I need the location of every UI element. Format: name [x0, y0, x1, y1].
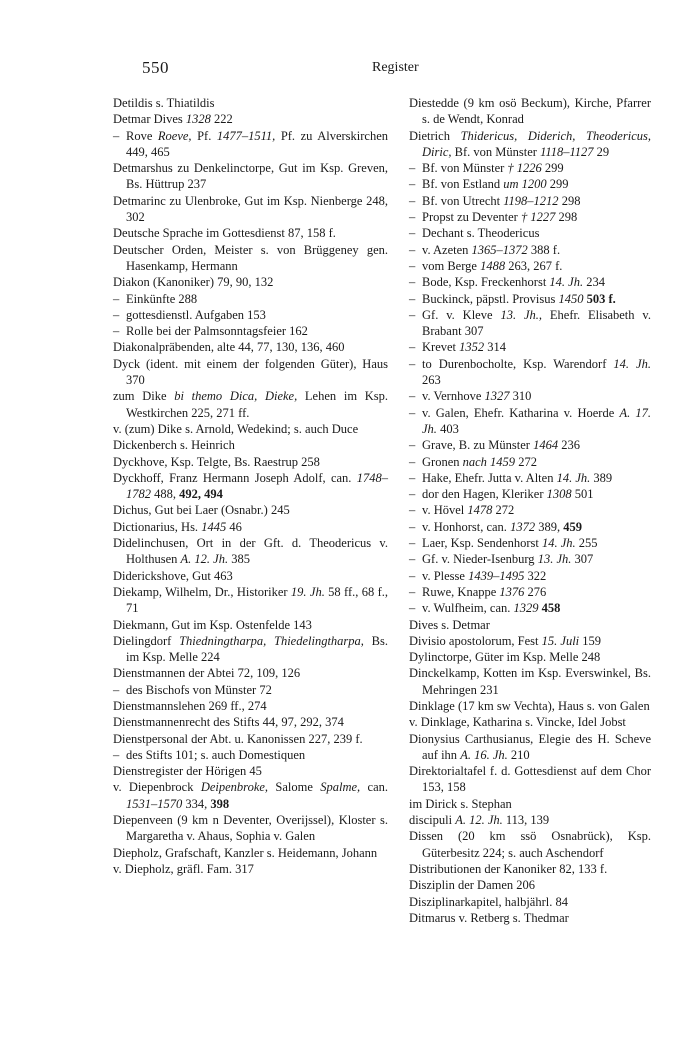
index-entry [113, 95, 388, 111]
index-entry [409, 339, 651, 355]
index-entry [113, 437, 388, 453]
subentry-dash: – [409, 161, 416, 176]
italic-text: 1488 [480, 258, 506, 273]
entry-text: Laer, Ksp. Sendenhorst [422, 536, 542, 551]
index-entry [409, 356, 651, 389]
entry-text: Einkünfte 288 [126, 291, 198, 306]
subentry-dash: – [113, 128, 120, 143]
subentry-dash: – [409, 307, 416, 322]
index-entry [113, 454, 388, 470]
index-entry [113, 568, 388, 584]
italic-text: 1365–1372 [471, 242, 528, 257]
entry-text: 298 [555, 210, 578, 225]
entry-text: Detmarinc zu Ulenbroke, Gut im Ksp. Nienberge 248, 302 [113, 193, 388, 225]
index-entry [409, 291, 651, 307]
entry-text: Diakonalpräbenden, alte 44, 77, 130, 136, 460 [113, 340, 345, 355]
entry-text: Krevet [422, 340, 460, 355]
index-entry [409, 877, 651, 893]
entry-text: Bf. von Münster [422, 161, 508, 176]
index-entry [409, 405, 651, 438]
index-entry [409, 486, 651, 502]
bold-text: 459 [563, 519, 582, 534]
entry-text: Dickenberch s. Heinrich [113, 438, 235, 453]
entry-text: 389, [535, 519, 564, 534]
index-entry [113, 845, 388, 861]
entry-text: 29 [593, 144, 610, 159]
entry-text: Diepholz, Grafschaft, Kanzler s. Heidemann, Johann [113, 845, 378, 860]
entry-text: Bode, Ksp. Freckenhorst [422, 275, 550, 290]
entry-text: 307 [571, 552, 594, 567]
subentry-dash: – [409, 552, 416, 567]
index-entry [409, 502, 651, 518]
entry-text: 222 [210, 112, 233, 127]
italic-text: A. 12. Jh. [180, 552, 229, 567]
entry-text: Dienstmannslehen 269 ff., 274 [113, 698, 267, 713]
subentry-dash: – [409, 258, 416, 273]
entry-text: Dyckhoff, Franz Hermann Joseph Adolf, can. [113, 470, 357, 485]
index-entry [409, 568, 651, 584]
index-entry [113, 388, 388, 421]
subentry-dash: – [409, 568, 416, 583]
italic-text: 13. Jh., [500, 307, 543, 322]
index-entry [409, 633, 651, 649]
subentry-dash: – [113, 747, 120, 762]
entry-text: 488, [151, 487, 180, 502]
entry-text: 159 [579, 633, 602, 648]
entry-text: gottesdienstl. Aufgaben 153 [126, 307, 266, 322]
index-entry [409, 731, 651, 764]
entry-text: Dinckelkamp, Kotten im Ksp. Everswinkel, Bs. Mehringen 231 [409, 666, 651, 697]
subentry-dash: – [409, 291, 416, 306]
italic-text: † 1227 [520, 210, 556, 225]
entry-text: Diekamp, Wilhelm, Dr., Historiker [113, 584, 291, 599]
italic-text: 14. Jh. [541, 536, 576, 551]
subentry-dash: – [409, 487, 416, 502]
bold-text: 458 [541, 601, 561, 616]
italic-text: Thidericus, Diderich, Theodericus, Diric, [422, 128, 651, 159]
index-entry [409, 470, 651, 486]
italic-text: A. 17. Jh. [422, 405, 652, 436]
entry-text: v. Galen, Ehefr. Katharina v. Hoerde [422, 405, 620, 420]
entry-text: Dichus, Gut bei Laer (Osnabr.) 245 [113, 503, 290, 518]
italic-text: A. 16. Jh. [460, 747, 508, 762]
index-entry [113, 747, 388, 763]
entry-text: Buckinck, päpstl. Provisus [422, 291, 559, 306]
entry-text: zum Dike [113, 389, 175, 404]
entry-text: v. Dinklage, Katharina s. Vincke, Idel Jobst [409, 715, 626, 730]
index-entry [409, 894, 651, 910]
subentry-dash: – [409, 503, 416, 518]
italic-text: 14. Jh. [556, 470, 591, 485]
index-entry [113, 633, 388, 666]
italic-text: A. 12. Jh. [455, 813, 503, 828]
index-entry [113, 861, 388, 877]
index-entry [409, 535, 651, 551]
index-entry [409, 437, 651, 453]
index-column-right [409, 95, 651, 926]
subentry-dash: – [409, 226, 416, 241]
subentry-dash: – [409, 536, 416, 551]
index-entry [113, 128, 388, 161]
entry-text: Disziplinarkapitel, halbjährl. 84 [409, 894, 568, 909]
italic-text: 1531–1570 [126, 796, 183, 811]
index-entry [409, 225, 651, 241]
italic-text: 1477–1511, [216, 128, 276, 143]
entry-text: to Durenbocholte, Ksp. Warendorf [422, 356, 614, 371]
entry-text: Bf. von Utrecht [422, 193, 504, 208]
index-entry [113, 225, 388, 241]
italic-text: 1464 [533, 438, 559, 453]
running-title: Register [372, 60, 419, 75]
entry-text: Dylinctorpe, Güter im Ksp. Melle 248 [409, 650, 601, 665]
index-entry [113, 502, 388, 518]
entry-text: 210 [507, 747, 530, 762]
index-entry [113, 698, 388, 714]
index-entry [409, 812, 651, 828]
entry-text: 263 [422, 373, 441, 388]
index-entry [409, 209, 651, 225]
entry-text: Ehefr. Elisabeth v. Brabant 307 [422, 307, 651, 339]
index-entry [409, 388, 651, 404]
entry-text: Dienstpersonal der Abt. u. Kanonissen 227, 239 f. [113, 731, 363, 746]
entry-text: 255 [575, 536, 598, 551]
subentry-dash: – [409, 193, 416, 208]
bold-text: 398 [210, 796, 230, 811]
entry-text: Bf. von Münster [451, 144, 541, 159]
italic-text: 1352 [459, 340, 485, 355]
entry-text: Detildis s. Thiatildis [113, 96, 215, 110]
entry-text: Grave, B. zu Münster [422, 438, 534, 453]
entry-text: 388 f. [527, 242, 561, 257]
subentry-dash: – [409, 177, 416, 192]
index-entry [409, 763, 651, 796]
subentry-dash: – [409, 356, 416, 371]
entry-text: Deutscher Orden, Meister s. von Brüggeney gen. Hasenkamp, Hermann [113, 242, 388, 273]
entry-text: Dissen (20 km ssö Osnabrück), Ksp. Güterbesitz 224; s. auch Aschendorf [409, 829, 651, 860]
entry-text: Dielingdorf [113, 633, 180, 648]
italic-text: † 1226 [507, 161, 542, 176]
entry-text: Salome [268, 780, 321, 795]
entry-text: Dyckhove, Ksp. Telgte, Bs. Raestrup 258 [113, 454, 320, 469]
entry-text: 322 [524, 568, 547, 583]
entry-text: Diekmann, Gut im Ksp. Ostenfelde 143 [113, 617, 312, 632]
italic-text: 1478 [467, 503, 493, 518]
italic-text: 15. Juli [541, 633, 580, 648]
italic-text: bi themo Dica, Dieke, [174, 389, 298, 404]
entry-text: 299 [546, 177, 569, 192]
italic-text: 1748–1782 [126, 470, 388, 502]
entry-text: Pf. [191, 128, 217, 143]
index-entry [113, 763, 388, 779]
subentry-dash: – [409, 584, 416, 599]
italic-text: 1450 [558, 291, 584, 306]
index-entry [113, 470, 388, 503]
index-entry [409, 910, 651, 926]
index-entry [113, 421, 388, 437]
entry-text: 234 [583, 275, 605, 290]
index-entry [113, 291, 388, 307]
entry-text: Rove [126, 128, 158, 143]
entry-text: Distributionen der Kanoniker 82, 133 f. [409, 861, 608, 876]
entry-text: v. Wulfheim, can. [422, 601, 514, 616]
entry-text: Gf. v. Nieder-Isenburg [422, 552, 538, 567]
entry-text: v. Vernhove [422, 389, 485, 404]
index-entry [113, 535, 388, 568]
entry-text: Dietrich [409, 128, 461, 143]
italic-text: nach 1459 [462, 454, 516, 469]
subentry-dash: – [409, 389, 416, 404]
entry-text: 314 [484, 340, 507, 355]
index-entry [409, 242, 651, 258]
index-entry [409, 698, 651, 714]
entry-text: Direktorialtafel f. d. Gottesdienst auf dem Chor 153, 158 [409, 764, 651, 795]
italic-text: 1439–1495 [468, 568, 525, 583]
italic-text: 1118–1127 [540, 144, 594, 159]
index-entry [409, 128, 651, 161]
entry-text: Diderickshove, Gut 463 [113, 568, 233, 583]
entry-text: Diestedde (9 km osö Beckum), Kirche, Pfarrer s. de Wendt, Konrad [409, 96, 651, 127]
italic-text: 1328 [185, 112, 211, 127]
subentry-dash: – [113, 682, 120, 697]
entry-text: Divisio apostolorum, Fest [409, 633, 542, 648]
entry-text: v. Azeten [422, 242, 472, 257]
index-entry [409, 551, 651, 567]
entry-text: Lehen im Ksp. Westkirchen 225, 271 ff. [126, 389, 388, 420]
italic-text: Spalme, [320, 780, 361, 795]
entry-text: Gf. v. Kleve [422, 307, 501, 322]
index-entry [409, 796, 651, 812]
subentry-dash: – [409, 519, 416, 534]
index-entry [409, 193, 651, 209]
bold-text: 503 f. [586, 291, 616, 306]
index-entry [409, 665, 651, 698]
subentry-dash: – [409, 470, 416, 485]
entry-text: v. Diepenbrock [113, 780, 201, 795]
index-entry [409, 274, 651, 290]
entry-text: Didelinchusen, Ort in der Gft. d. Theodericus v. Holthusen [113, 536, 388, 567]
entry-text: Dives s. Detmar [409, 617, 490, 632]
italic-text: 1372 [510, 519, 536, 534]
entry-text: 385 [228, 552, 250, 567]
index-column-left [113, 95, 388, 877]
italic-text: 14. Jh. [613, 356, 651, 371]
page-number: 550 [142, 58, 169, 77]
entry-text: Dienstmannenrecht des Stifts 44, 97, 292, 374 [113, 715, 344, 730]
entry-text: des Stifts 101; s. auch Domestiquen [126, 747, 306, 762]
entry-text: 276 [524, 584, 547, 599]
index-entry [113, 617, 388, 633]
entry-text: Dionysius Carthusianus, Elegie des H. Scheve auf ihn [409, 731, 651, 762]
italic-text: 19. Jh. [290, 584, 325, 599]
entry-text: vom Berge [422, 258, 481, 273]
subentry-dash: – [409, 438, 416, 453]
entry-text: v. (zum) Dike s. Arnold, Wedekind; s. auch Duce [113, 421, 359, 436]
index-entry [113, 323, 388, 339]
subentry-dash: – [409, 405, 416, 420]
entry-text: Dienstregister der Hörigen 45 [113, 764, 262, 779]
entry-text: Detmarshus zu Denkelinctorpe, Gut im Ksp. Greven, Bs. Hüttrup 237 [113, 161, 388, 192]
index-entry [113, 665, 388, 681]
entry-text: 236 [558, 438, 580, 453]
index-entry [113, 731, 388, 747]
entry-text: Disziplin der Damen 206 [409, 878, 536, 893]
entry-text: 263, 267 f. [505, 258, 563, 273]
index-entry [113, 812, 388, 845]
entry-text: v. Hövel [422, 503, 468, 518]
italic-text: 1327 [484, 389, 510, 404]
subentry-dash: – [409, 601, 416, 616]
index-entry [113, 339, 388, 355]
index-entry [409, 828, 651, 861]
entry-text: Dechant s. Theodericus [422, 226, 540, 241]
entry-text: Bs. im Ksp. Melle 224 [126, 633, 388, 665]
entry-text: Diakon (Kanoniker) 79, 90, 132 [113, 275, 274, 290]
entry-text: Propst zu Deventer [422, 210, 521, 225]
italic-text: 1329 [513, 601, 539, 616]
entry-text: Bf. von Estland [422, 177, 504, 192]
italic-text: 14. Jh. [549, 275, 584, 290]
entry-text: 299 [541, 161, 564, 176]
italic-text: 1376 [499, 584, 525, 599]
entry-text: 403 [436, 421, 459, 436]
subentry-dash: – [409, 210, 416, 225]
italic-text: 1308 [546, 487, 572, 502]
entry-text: Deutsche Sprache im Gottesdienst 87, 158 f. [113, 226, 336, 241]
entry-text: Dinklage (17 km sw Vechta), Haus s. von Galen [409, 698, 650, 713]
entry-text: 272 [515, 454, 537, 469]
entry-text: 501 [571, 487, 594, 502]
italic-text: 1445 [201, 519, 227, 534]
entry-text: 298 [558, 193, 581, 208]
entry-text: 310 [509, 389, 532, 404]
index-entry [113, 779, 388, 812]
subentry-dash: – [113, 324, 120, 339]
index-entry [409, 160, 651, 176]
italic-text: um 1200 [503, 177, 547, 192]
entry-text: 389 [590, 470, 613, 485]
index-entry [113, 584, 388, 617]
index-entry [113, 714, 388, 730]
entry-text: v. Plesse [422, 568, 469, 583]
page-header [0, 58, 700, 82]
entry-text: 58 ff., 68 f., 71 [126, 584, 388, 616]
entry-text: 46 [226, 519, 242, 534]
entry-text: Ditmarus v. Retberg s. Thedmar [409, 910, 569, 925]
index-entry [113, 519, 388, 535]
index-entry [409, 649, 651, 665]
entry-text: v. Honhorst, can. [422, 519, 511, 534]
entry-text: Dyck (ident. mit einem der folgenden Güter), Haus 370 [113, 356, 388, 388]
index-entry [113, 242, 388, 275]
index-entry [409, 714, 651, 730]
entry-text: Diepenveen (9 km n Deventer, Overijssel), Kloster s. Margaretha v. Ahaus, Sophia v. Galen [113, 813, 388, 844]
subentry-dash: – [113, 307, 120, 322]
index-entry [113, 193, 388, 226]
entry-text: Pf. zu Alverskirchen 449, 465 [126, 128, 388, 159]
index-entry [409, 454, 651, 470]
index-entry [409, 617, 651, 633]
index-entry [409, 307, 651, 340]
entry-text: 334, [182, 796, 211, 811]
index-entry [409, 95, 651, 128]
index-entry [113, 682, 388, 698]
italic-text: Deipenbroke, [200, 780, 269, 795]
index-entry [409, 584, 651, 600]
subentry-dash: – [113, 291, 120, 306]
index-entry [113, 356, 388, 389]
entry-text: Rolle bei der Palmsonntagsfeier 162 [126, 324, 308, 339]
entry-text: v. Diepholz, gräfl. Fam. 317 [113, 861, 254, 876]
italic-text: Thiedningtharpa, Thiedelingtharpa, [179, 633, 364, 648]
italic-text: 1198–1212 [503, 193, 559, 208]
entry-text: Dictionarius, Hs. [113, 519, 202, 534]
entry-text: des Bischofs von Münster 72 [126, 682, 272, 697]
entry-text: Ruwe, Knappe [422, 584, 500, 599]
italic-text: Roeve, [157, 128, 192, 143]
entry-text: Hake, Ehefr. Jutta v. Alten [422, 470, 557, 485]
entry-text: dor den Hagen, Kleriker [422, 487, 547, 502]
subentry-dash: – [409, 454, 416, 469]
entry-text: 272 [492, 503, 515, 518]
entry-text: Dienstmannen der Abtei 72, 109, 126 [113, 666, 301, 681]
entry-text: Detmar Dives [113, 112, 186, 127]
index-entry [409, 176, 651, 192]
subentry-dash: – [409, 275, 416, 290]
index-entry [409, 861, 651, 877]
index-entry [409, 519, 651, 535]
index-entry [409, 258, 651, 274]
subentry-dash: – [409, 242, 416, 257]
entry-text: im Dirick s. Stephan [409, 796, 512, 811]
index-entry [113, 160, 388, 193]
index-entry [113, 111, 388, 127]
index-entry [113, 307, 388, 323]
bold-text: 492, 494 [179, 487, 223, 502]
index-entry [409, 600, 651, 616]
italic-text: 13. Jh. [537, 552, 572, 567]
entry-text: discipuli [409, 813, 456, 828]
entry-text: Gronen [422, 454, 463, 469]
subentry-dash: – [409, 340, 416, 355]
index-entry [113, 274, 388, 290]
entry-text: can. [360, 780, 389, 795]
entry-text: 113, 139 [502, 813, 550, 828]
